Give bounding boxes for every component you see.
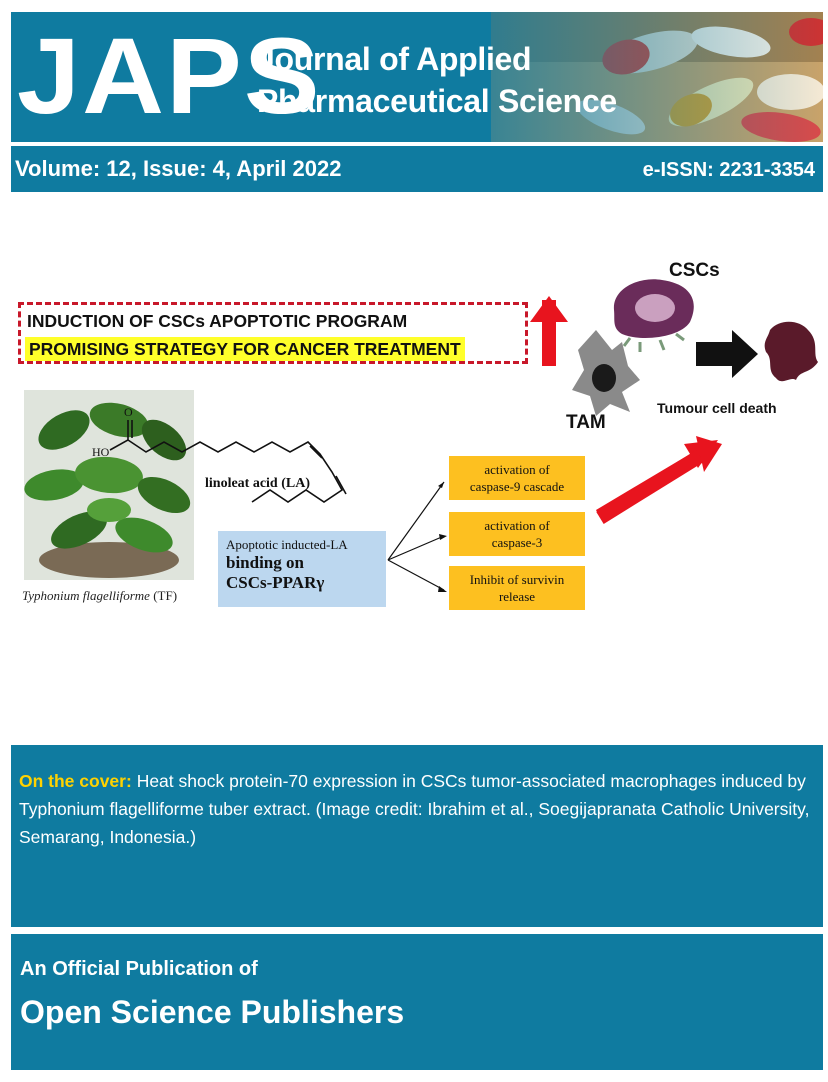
caspase3-line1: activation of	[484, 518, 550, 533]
issue-info-bar	[11, 146, 823, 192]
dead-cell-icon	[765, 322, 818, 381]
right-arrow-icon	[696, 330, 758, 378]
caspase9-line2: caspase-9 cascade	[469, 479, 565, 494]
publisher-box	[11, 934, 823, 1070]
tam-label: TAM	[566, 412, 606, 433]
plant-caption	[22, 588, 177, 604]
apoptotic-program-box	[18, 302, 528, 364]
svg-text:O: O	[124, 405, 133, 419]
apoptotic-program-title: INDUCTION OF CSCs APOPTOTIC PROGRAM	[27, 311, 408, 331]
volume-issue-date: Volume: 12, Issue: 4, April 2022	[15, 156, 342, 181]
plant-abbrev: (TF)	[153, 588, 178, 603]
journal-header-banner	[11, 12, 823, 142]
on-the-cover-text: Heat shock protein-70 expression in CSCs tumor-associated macrophages induced by Typhonium flagelliforme tuber extract. (Image credit: Ibrahim et al., Soegijapranata Catholic University, Semarang, Indonesia.)	[19, 771, 810, 847]
on-the-cover-box	[11, 745, 823, 927]
molecule-hydroxyl-label: HO	[92, 445, 110, 459]
on-the-cover-label: On the cover:	[19, 771, 132, 791]
caspase3-box	[449, 512, 585, 556]
cscs-label: CSCs	[669, 260, 720, 281]
journal-title-line2: Pharmaceutical Science	[257, 83, 617, 119]
binding-line3: CSCs-PPARγ	[226, 573, 325, 592]
publisher-name: Open Science Publishers	[20, 994, 405, 1030]
survivin-box	[449, 566, 585, 610]
official-publication-text: An Official Publication of	[20, 958, 258, 980]
up-arrow-head-icon	[530, 296, 568, 322]
binding-box	[218, 531, 386, 607]
tumour-cell-death-label: Tumour cell death	[657, 400, 777, 416]
linoleic-acid-structure	[80, 398, 380, 528]
cover-figure	[0, 230, 828, 630]
survivin-line1: Inhibit of survivin	[469, 572, 565, 587]
binding-line2: binding on	[226, 553, 304, 572]
survivin-line2: release	[498, 589, 536, 604]
linoleic-acid-label: linoleat acid (LA)	[205, 476, 310, 491]
caspase9-box	[449, 456, 585, 500]
plant-name: Typhonium flagelliforme	[22, 588, 150, 603]
journal-logo: JAPS	[17, 15, 322, 136]
promising-strategy-highlight: PROMISING STRATEGY FOR CANCER TREATMENT	[25, 337, 465, 361]
caspase9-line1: activation of	[484, 462, 550, 477]
binding-line1: Apoptotic inducted-LA	[226, 537, 348, 552]
caspase3-line2: caspase-3	[491, 535, 543, 550]
issn-number: e-ISSN: 2231-3354	[642, 159, 815, 181]
journal-title	[257, 38, 617, 122]
journal-title-line1: Journal of Applied	[257, 41, 532, 77]
